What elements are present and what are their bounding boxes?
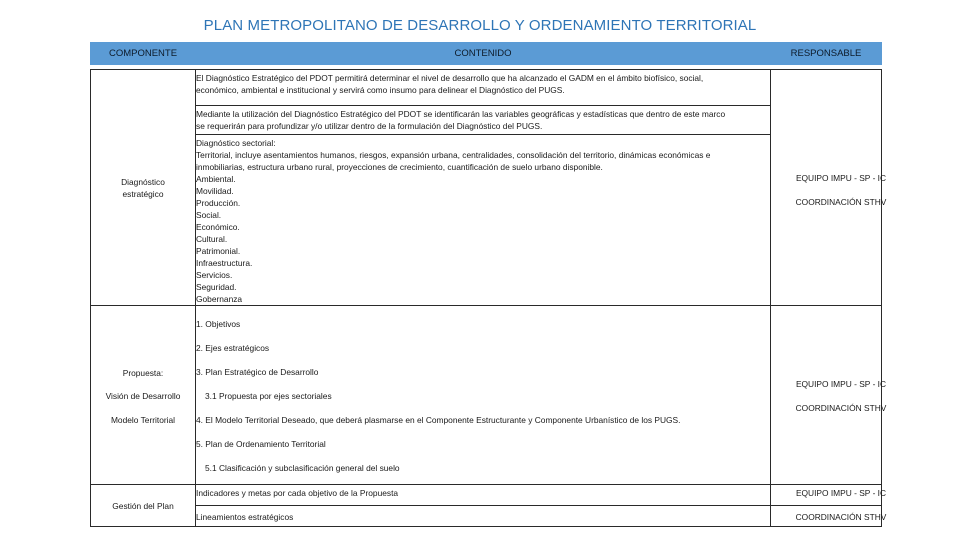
list-item: Seguridad.: [196, 282, 237, 292]
list-item: 5. Plan de Ordenamiento Territorial: [196, 439, 326, 449]
componente-line: Diagnóstico: [121, 176, 165, 187]
list-item: 4. El Modelo Territorial Deseado, que deberá plasmarse en el Componente Estructurante y Componente Urbanístico de los PUGS.: [196, 415, 681, 425]
list-item: 3. Plan Estratégico de Desarrollo: [196, 367, 319, 377]
responsable-propuesta: [770, 305, 882, 485]
page-title: PLAN METROPOLITANO DE DESARROLLO Y ORDENAMIENTO TERRITORIAL: [203, 17, 757, 34]
header-responsable: [770, 42, 882, 65]
list-item: Ambiental.: [196, 174, 236, 184]
list-item: 5.1 Clasificación y subclasificación general del suelo: [205, 463, 400, 473]
list-item: Movilidad.: [196, 186, 234, 196]
responsable-coordinacion: COORDINACIÓN STHV: [795, 197, 887, 207]
header-componente: [90, 42, 196, 65]
header-contenido: [196, 42, 770, 65]
componente-propuesta-label: Propuesta:: [122, 368, 164, 378]
componente-modelo-label: Modelo Territorial: [110, 415, 176, 425]
contenido-paragraph: [196, 72, 703, 96]
componente-line: estratégico: [122, 188, 164, 199]
componente-vision-label: Visión de Desarrollo: [105, 391, 181, 401]
list-item: Económico.: [196, 222, 240, 232]
diagnostico-sectorial-list: [196, 137, 710, 305]
text-line: Territorial, incluye asentamientos humanos, riesgos, expansión urbana, centralidades, consolidación del territorio, dinámicas económicas e: [196, 150, 711, 160]
list-item: 3.1 Propuesta por ejes sectoriales: [205, 391, 332, 401]
contenido-paragraph: [196, 108, 725, 132]
list-item: Producción.: [196, 198, 241, 208]
responsable-equipo: EQUIPO IMPU - SP - IC: [795, 173, 887, 183]
responsable-coordinacion: COORDINACIÓN STHV: [795, 512, 887, 522]
header-responsable-label: RESPONSABLE: [790, 48, 862, 59]
list-item: 1. Objetivos: [196, 319, 241, 329]
componente-gestion: [90, 484, 196, 527]
responsable-coordinacion: COORDINACIÓN STHV: [795, 403, 887, 413]
text-line: se requerirán para profundizar y/o utilizar dentro de la formulación del Diagnóstico del PUGS.: [196, 121, 543, 131]
list-item: Lineamientos estratégicos: [196, 512, 294, 522]
text-line: Diagnóstico sectorial:: [196, 138, 276, 148]
list-item: Patrimonial.: [196, 246, 241, 256]
header-contenido-label: CONTENIDO: [454, 48, 512, 59]
componente-diagnostico: [90, 69, 196, 306]
list-item: 2. Ejes estratégicos: [196, 343, 270, 353]
list-item: Cultural.: [196, 234, 228, 244]
text-line: económico, ambiental e institucional y servirá como insumo para delinear el Diagnóstico del PUGS.: [196, 85, 565, 95]
responsable-equipo: EQUIPO IMPU - SP - IC: [795, 488, 887, 498]
text-line: Mediante la utilización del Diagnóstico Estratégico del PDOT se identificarán las variables geográficas y estadísticas que dentro de este marco: [196, 109, 726, 119]
list-item: Gobernanza: [196, 294, 243, 304]
list-item: Indicadores y metas por cada objetivo de la Propuesta: [196, 488, 399, 498]
text-line: El Diagnóstico Estratégico del PDOT permitirá determinar el nivel de desarrollo que ha alcanzado el GADM en el ámbito biofísico, social,: [196, 73, 704, 83]
header-componente-label: COMPONENTE: [108, 48, 178, 59]
list-item: Infraestructura.: [196, 258, 253, 268]
text-line: inmobiliarias, estructura urbano rural, proyecciones de crecimiento, cuantificación de suelo urbano disponible.: [196, 162, 603, 172]
list-item: Social.: [196, 210, 222, 220]
responsable-diagnostico: [770, 69, 882, 306]
responsable-equipo: EQUIPO IMPU - SP - IC: [795, 379, 887, 389]
list-item: Servicios.: [196, 270, 233, 280]
componente-line: Gestión del Plan: [112, 500, 174, 511]
